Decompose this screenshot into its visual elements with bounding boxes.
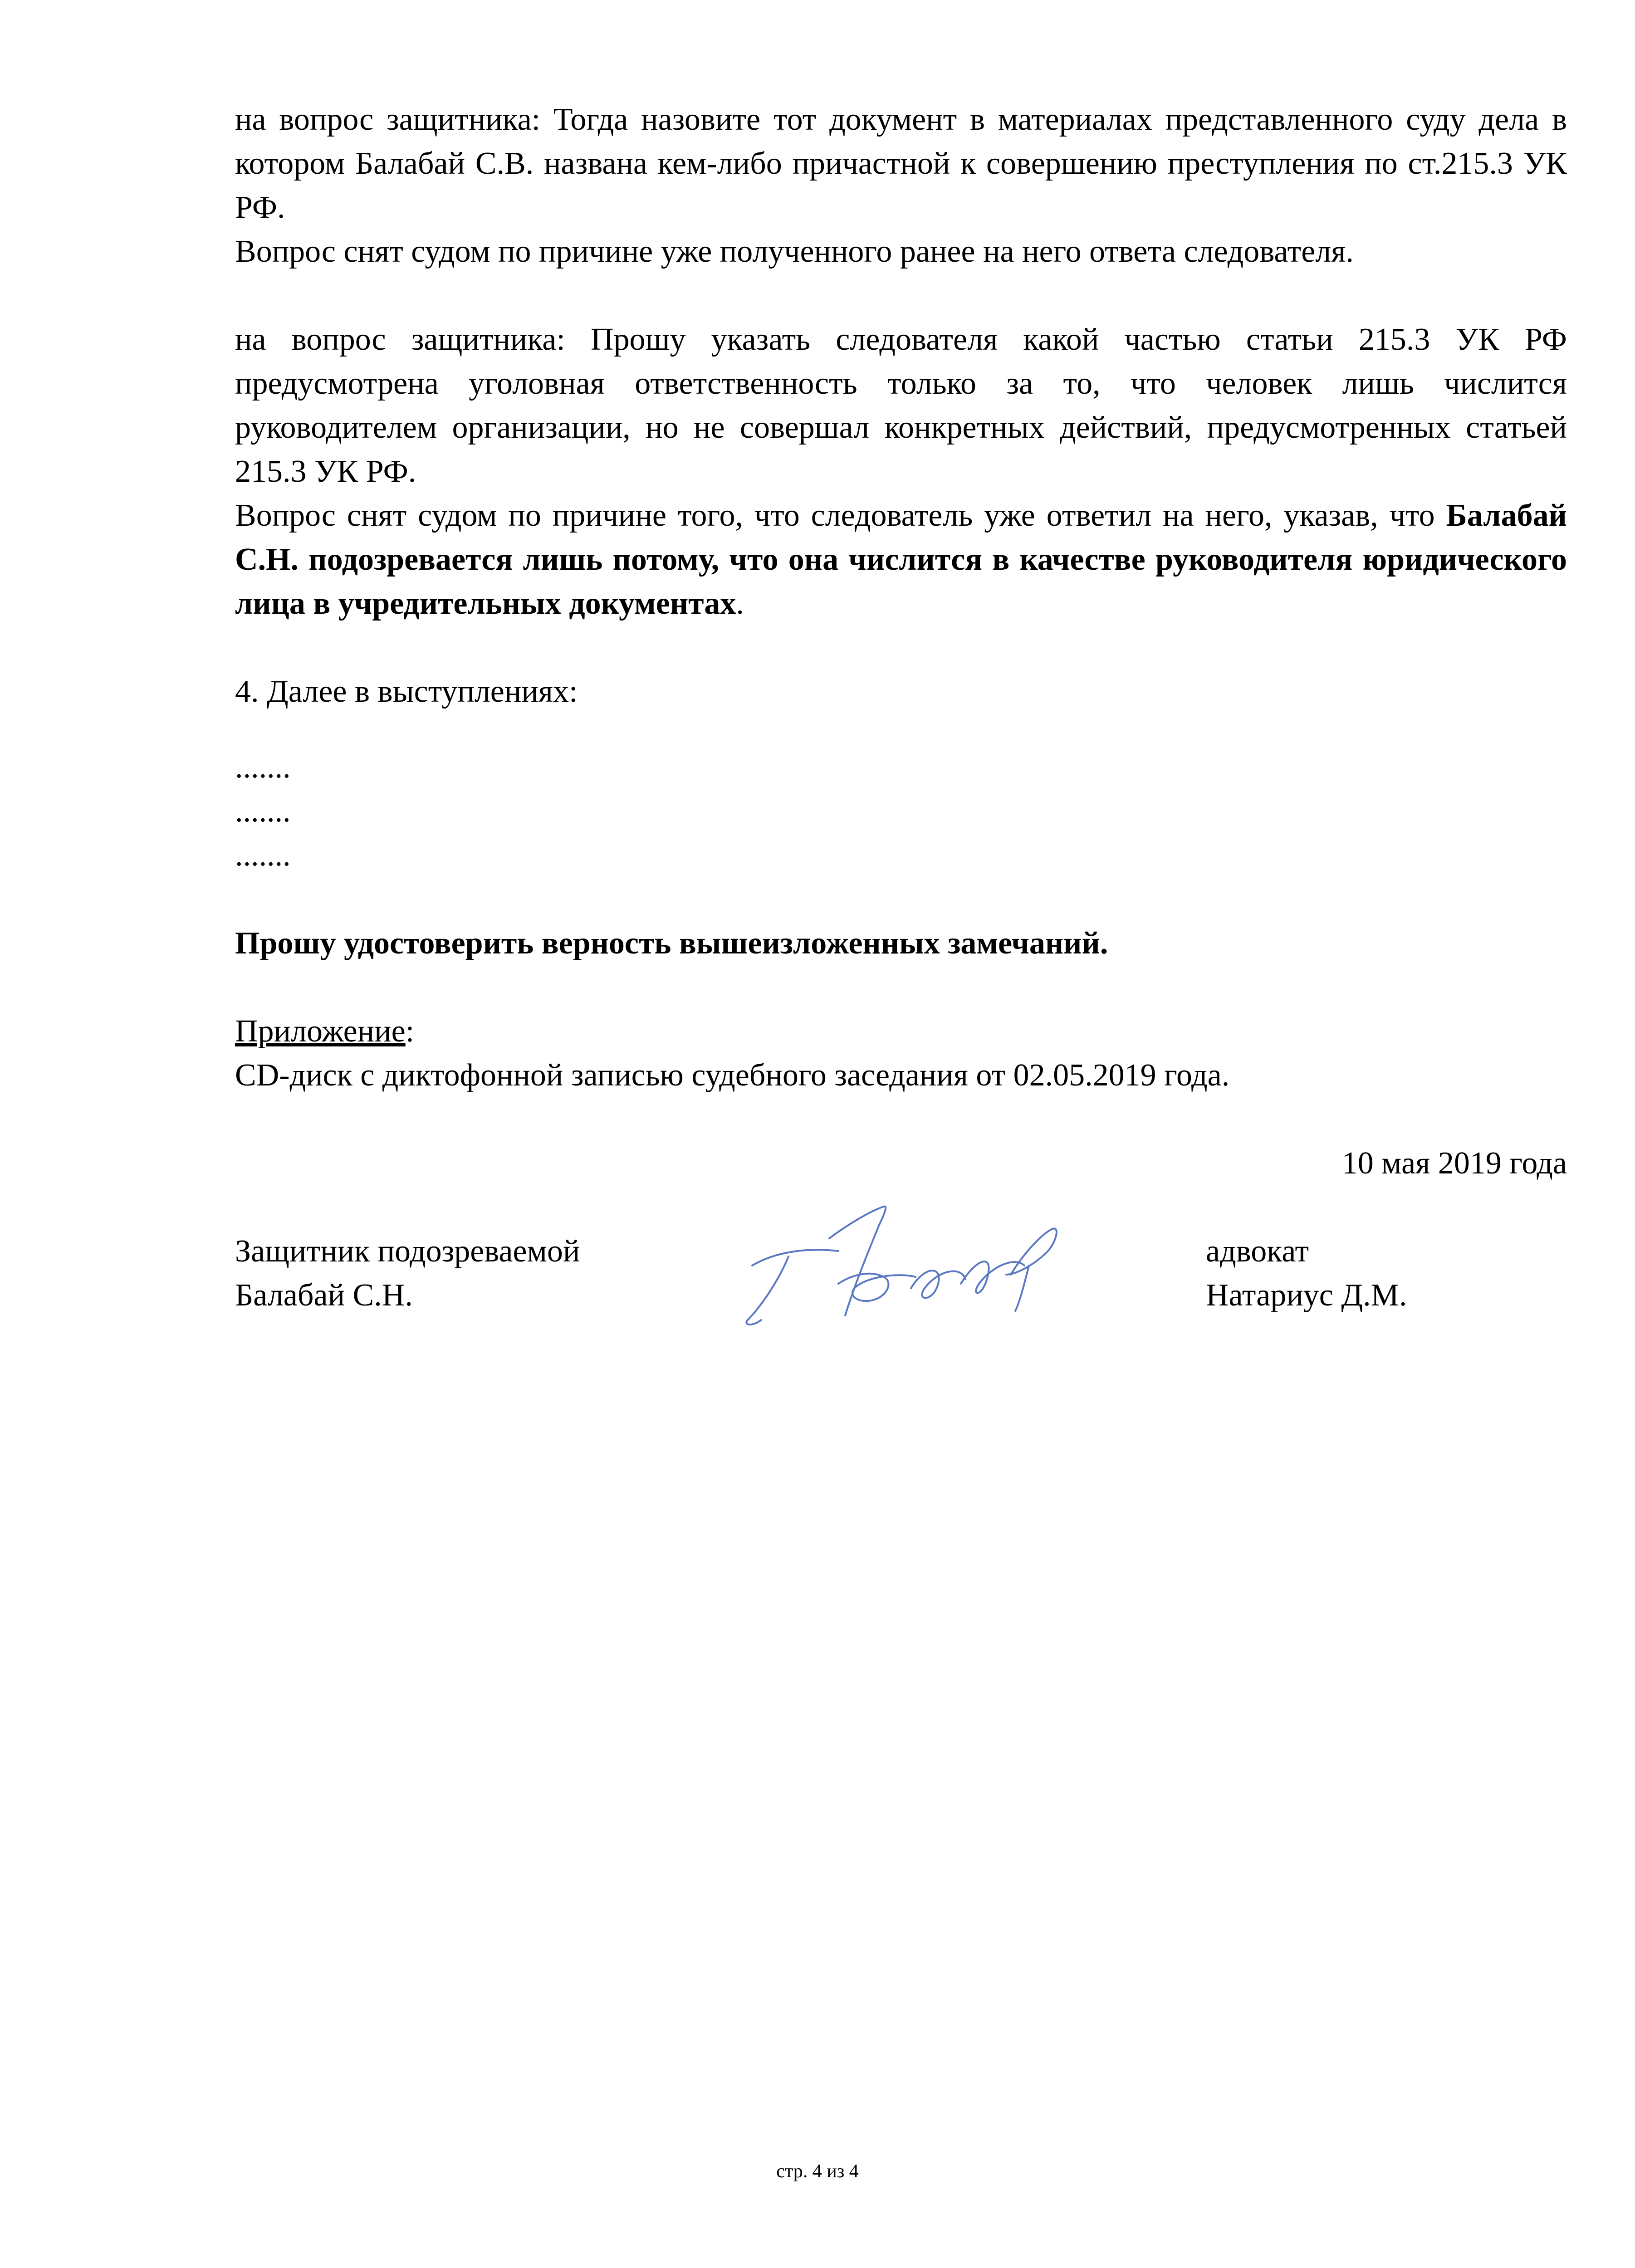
attachment-colon: : bbox=[405, 1014, 415, 1049]
handwritten-signature bbox=[734, 1198, 1079, 1334]
signatory-role-line-2: Балабай С.Н. bbox=[235, 1278, 413, 1313]
signatory-fullname: Натариус Д.М. bbox=[1206, 1278, 1407, 1313]
ellipsis-line: ....... bbox=[235, 838, 291, 873]
defense-question-2: на вопрос защитника: Прошу указать следователя какой частью статьи 215.3 УК РФ предусмотрена уголовная ответственность только за то, что человек лишь числится руководителем организации, но не совершал конкретных действий, предусмотренных статьей 215.3 УК РФ. bbox=[235, 322, 1567, 489]
request-bold-text: Прошу удостоверить верность вышеизложенных замечаний. bbox=[235, 926, 1108, 961]
signatory-name bbox=[1206, 1229, 1407, 1317]
attachment-heading bbox=[235, 1009, 1567, 1053]
signatory-title: адвокат bbox=[1206, 1234, 1309, 1269]
spacer bbox=[235, 1097, 1567, 1141]
ruling-period: . bbox=[736, 586, 744, 621]
signatory-role-line-1: Защитник подозреваемой bbox=[235, 1234, 580, 1269]
question-1-ruling: Вопрос снят судом по причине уже полученного ранее на него ответа следователя. bbox=[235, 234, 1354, 269]
section-4-heading: 4. Далее в выступлениях: bbox=[235, 674, 578, 709]
spacer bbox=[235, 274, 1567, 318]
request-statement bbox=[235, 921, 1567, 965]
document-date: 10 мая 2019 года bbox=[1341, 1146, 1567, 1181]
ruling-bold-text: Балабай С.Н. подозревается лишь потому, что она числится в качестве руководителя юридического лица в учредительных документах bbox=[235, 498, 1567, 621]
spacer bbox=[235, 877, 1567, 921]
signatory-role bbox=[235, 1229, 580, 1317]
document-body bbox=[235, 98, 1567, 1317]
spacer bbox=[235, 626, 1567, 670]
ellipsis-line: ....... bbox=[235, 794, 291, 829]
spacer bbox=[235, 714, 1567, 745]
ruling-text: Вопрос снят судом по причине того, что следователь уже ответил на него, указав, что bbox=[235, 498, 1446, 533]
attachment-description: CD-диск с диктофонной записью судебного заседания от 02.05.2019 года. bbox=[235, 1058, 1230, 1093]
page-number: стр. 4 из 4 bbox=[776, 2161, 859, 2182]
ellipsis-line: ....... bbox=[235, 750, 291, 785]
defense-question-1: на вопрос защитника: Тогда назовите тот документ в материалах представленного суду дела в котором Балабай С.В. названа кем-либо причастной к совершению преступления по ст.215.3 УК РФ. bbox=[235, 102, 1567, 225]
signature-block bbox=[235, 1229, 1567, 1317]
spacer bbox=[235, 965, 1567, 1009]
question-2-ruling bbox=[235, 494, 1567, 626]
attachment-label: Приложение bbox=[235, 1014, 406, 1049]
